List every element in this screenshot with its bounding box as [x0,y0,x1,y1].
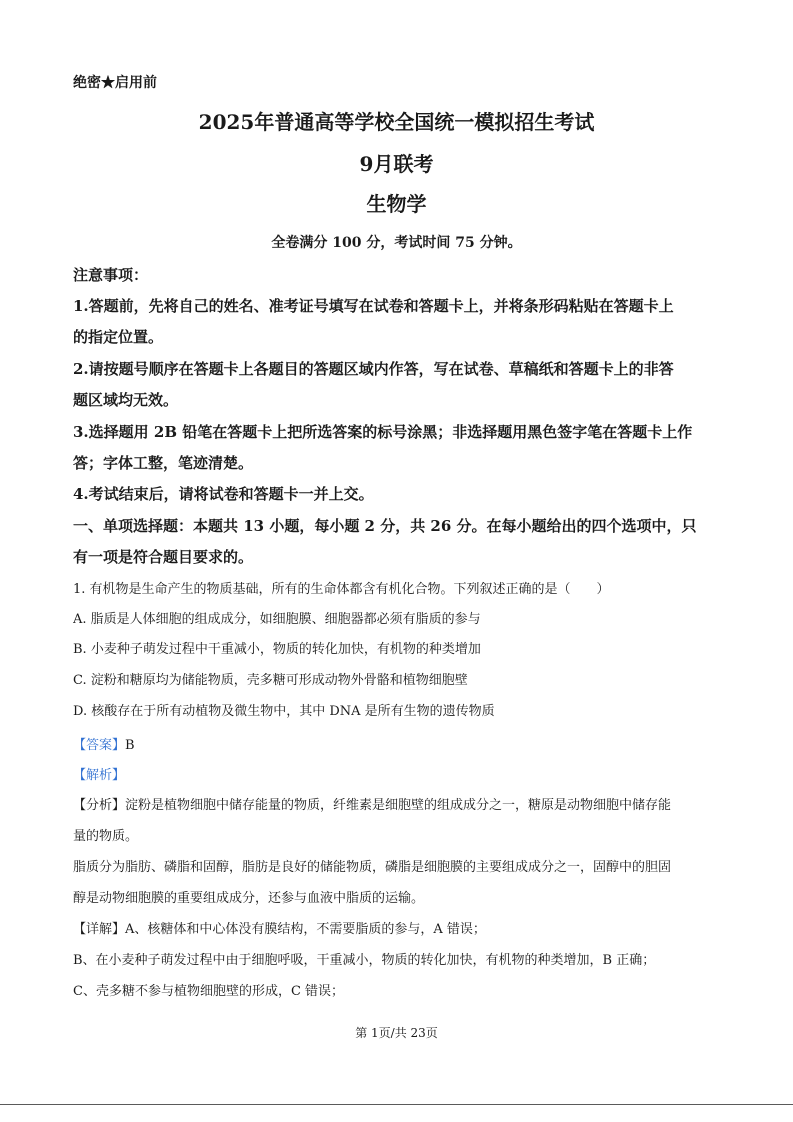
page-number: 第 1页/共 23页 [355,1026,438,1040]
notice-line: 题区域均无效。 [73,391,179,409]
answer-line [73,734,721,753]
option-c: C. 淀粉和糖原均为储能物质，壳多糖可形成动物外骨骼和植物细胞壁 [73,673,468,688]
detail-line [73,918,721,937]
bottom-divider [0,1104,793,1105]
notice-line: 的指定位置。 [73,328,164,346]
detail-text: A、核糖体和中心体没有膜结构，不需要脂质的参与，A 错误； [125,922,486,937]
option-a: A. 脂质是人体细胞的组成成分，如细胞膜、细胞器都必须有脂质的参与 [73,612,481,627]
confidential-label: 绝密★启用前 [73,75,157,91]
question-stem: 1. 有机物是生命产生的物质基础，所有的生命体都含有机化合物。下列叙述正确的是（ ） [73,582,610,597]
subject-title: 生物学 [366,192,427,216]
fenxi-text: 淀粉是植物细胞中储存能量的物质，纤维素是细胞壁的组成成分之一，糖原是动物细胞中储存能 [125,798,672,813]
answer-value: B [125,738,135,753]
section-heading: 一、单项选择题：本题共 13 小题，每小题 2 分，共 26 分。在每小题给出的四个选项中，只 [73,517,697,535]
notice-line: 3.选择题用 2B 铅笔在答题卡上把所选答案的标号涂黑；非选择题用黑色签字笔在答题卡上作 [73,423,693,441]
analysis-tag: 【解析】 [73,768,126,783]
notice-line: 2.请按题号顺序在答题卡上各题目的答题区域内作答，写在试卷、草稿纸和答题卡上的非答 [73,360,674,378]
notice-line: 1.答题前，先将自己的姓名、准考证号填写在试卷和答题卡上，并将条形码粘贴在答题卡上 [73,297,674,315]
fenxi-tag: 【分析】 [73,798,126,813]
detail-tag: 【详解】 [73,922,126,937]
notice-line: 答；字体工整，笔迹清楚。 [73,454,254,472]
exam-title: 2025年普通高等学校全国统一模拟招生考试 [198,110,595,134]
fenxi-line [73,794,721,813]
fenxi-text: 脂质分为脂肪、磷脂和固醇，脂肪是良好的储能物质，磷脂是细胞膜的主要组成成分之一，固醇中的胆固 [73,860,672,875]
notice-heading: 注意事项： [73,266,149,284]
fenxi-text: 量的物质。 [73,829,139,844]
detail-text: B、在小麦种子萌发过程中由于细胞呼吸，干重减小，物质的转化加快，有机物的种类增加，B 正确； [73,953,656,968]
exam-subtitle: 9月联考 [359,152,434,176]
option-d: D. 核酸存在于所有动植物及微生物中，其中 DNA 是所有生物的遗传物质 [73,704,495,719]
answer-tag: 【答案】 [73,738,126,753]
section-heading-cont: 有一项是符合题目要求的。 [73,548,254,566]
fenxi-text: 醇是动物细胞膜的重要组成成分，还参与血液中脂质的运输。 [73,891,425,906]
detail-text: C、壳多糖不参与植物细胞壁的形成，C 错误； [73,984,345,999]
notice-line: 4.考试结束后，请将试卷和答题卡一并上交。 [73,485,374,503]
exam-info: 全卷满分 100 分，考试时间 75 分钟。 [271,235,522,251]
option-b: B. 小麦种子萌发过程中干重减小，物质的转化加快，有机物的种类增加 [73,642,481,657]
